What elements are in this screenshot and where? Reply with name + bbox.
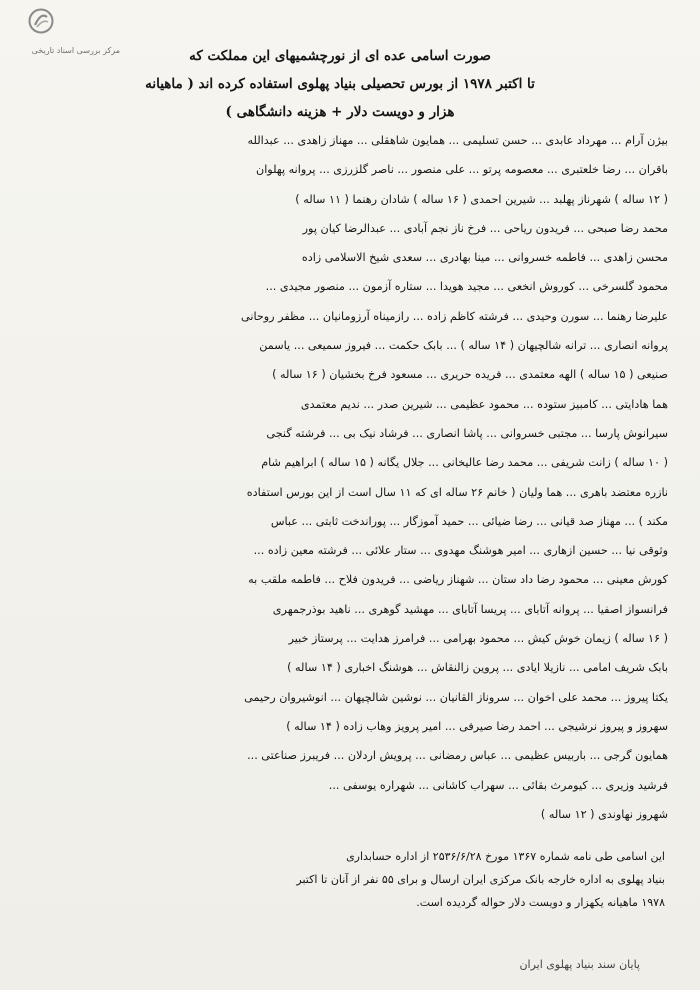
list-row: باقران ... رضا خلعتبری ... معصومه پرتو ... علی منصور ... ناصر گلزرزی ... پروانه پهلوان <box>255 163 668 177</box>
list-row: فرشید وزیری ... کیومرث بقائی ... سهراب کاشانی ... شهراره یوسفی ... <box>328 778 668 792</box>
list-row: محمود گلسرخی ... کوروش انخعی ... مجید هویدا ... ستاره آزمون ... منصور مجیدی ... <box>265 280 668 294</box>
archive-logo-text: مرکز بررسی اسناد تاریخی <box>31 46 120 55</box>
list-row: یکتا پیروز ... محمد علی اخوان ... سروناز القانیان ... نوشین شالچیهان ... انوشیروان رحیمی <box>244 690 668 704</box>
list-row: پروانه انصاری ... ترانه شالچیهان ( ۱۴ ساله ) ... بابک حکمت ... فیروز سمیعی ... یاسمن <box>259 339 668 353</box>
document-header <box>60 42 620 126</box>
list-row: فرانسواز اصفیا ... پروانه آتابای ... پریسا آتابای ... مهشید گوهری ... ناهید بوذرجمهری <box>272 602 668 616</box>
list-row: ( ۱۰ ساله ) زانت شریفی ... محمد رضا عالیخانی ... جلال یگانه ( ۱۵ ساله ) ابراهیم شام <box>261 456 668 470</box>
list-row: بیژن آرام ... مهرداد عابدی ... حسن تسلیمی ... همایون شاهقلی ... مهناز زاهدی ... عبدالله <box>247 134 668 147</box>
footer-line-2: بنیاد پهلوی به اداره خارجه بانک مرکزی ایران ارسال و برای ۵۵ نفر از آنان تا اکتبر <box>296 873 665 886</box>
list-row: ( ۱۶ ساله ) زیمان خوش کیش ... محمود بهرامی ... فرامرز هدایت ... پرستاز خبیر <box>288 632 668 646</box>
list-row: علیرضا رهنما ... سورن وحیدی ... فرشته کاظم زاده ... رازمیناه آرزومانیان ... مظفر روحانی <box>241 309 668 323</box>
bottom-note: پایان سند بنیاد پهلوی ایران <box>519 958 640 971</box>
footer-line-1: این اسامی طی نامه شماره ۱۳۶۷ مورخ ۲۵۳۶/۶/۲۸ از اداره حسابداری <box>346 850 665 863</box>
archive-logo-icon <box>28 8 54 34</box>
list-row: محسن زاهدی ... فاطمه خسروانی ... مینا بهادری ... سعدی شیخ الاسلامی زاده <box>301 251 668 265</box>
list-row: بابک شریف امامی ... نازیلا ایادی ... پروین زالنقاش ... هوشنگ اخباری ( ۱۴ ساله ) <box>287 661 668 675</box>
list-row: هما هادایتی ... کامبیز ستوده ... محمود عظیمی ... شیرین صدر ... ندیم معتمدی <box>300 397 668 411</box>
document-footer <box>40 845 665 914</box>
list-row: نازره معتضد باهری ... هما ولیان ( خانم ۲۶ ساله ای که ۱۱ سال است از این بورس استفاده <box>246 485 668 499</box>
list-row: شهروز نهاوندی ( ۱۲ ساله ) <box>540 807 668 821</box>
list-row: کورش معینی ... محمود رضا داد ستان ... شهناز ریاضی ... فریدون فلاح ... فاطمه ملقب به <box>248 573 668 587</box>
list-row: محمد رضا صبحی ... فریدون ریاحی ... فرخ ناز نجم آبادی ... عبدالرضا کیان پور <box>302 221 668 235</box>
header-line-2: تا اکتبر ۱۹۷۸ از بورس تحصیلی بنیاد پهلوی استفاده کرده اند ( ماهیانه <box>145 76 535 92</box>
name-list <box>32 126 668 829</box>
list-row: سهروز و پیروز نرشیجی ... احمد رضا صیرفی ... امیر پرویز وهاب زاده ( ۱۴ ساله ) <box>286 719 668 733</box>
list-row: مکند ) ... مهناز صد قیانی ... رضا ضیائی ... حمید آموزگار ... پوراندخت ثابتی ... عباس <box>270 514 668 528</box>
header-line-3: هزار و دویست دلار + هزینه دانشگاهی ) <box>225 104 455 120</box>
list-row: صنیعی ( ۱۵ ساله ) الهه معتمدی ... فریده حریری ... مسعود فرخ بخشیان ( ۱۶ ساله ) <box>272 368 668 382</box>
footer-line-3: ۱۹۷۸ ماهیانه یکهزار و دویست دلار حواله گردیده است. <box>416 896 665 909</box>
header-line-1: صورت اسامی عده ای از نورچشمیهای این مملکت که <box>189 48 491 64</box>
list-row: سیرانوش پارسا ... مجتبی خسروانی ... پاشا انصاری ... فرشاد نیک بی ... فرشته گنجی <box>266 426 668 440</box>
list-row: ( ۱۲ ساله ) شهرناز پهلبد ... شیرین احمدی ( ۱۶ ساله ) شادان رهنما ( ۱۱ ساله ) <box>295 192 668 206</box>
list-row: همایون گرجی ... باربیس عظیمی ... عباس رمضانی ... پرویش اردلان ... فریبرز صناعتی ... <box>247 749 668 763</box>
list-row: وثوقی نیا ... حسین ازهاری ... امیر هوشنگ مهدوی ... ستار علائی ... فرشته معین زاده ... <box>253 544 668 558</box>
